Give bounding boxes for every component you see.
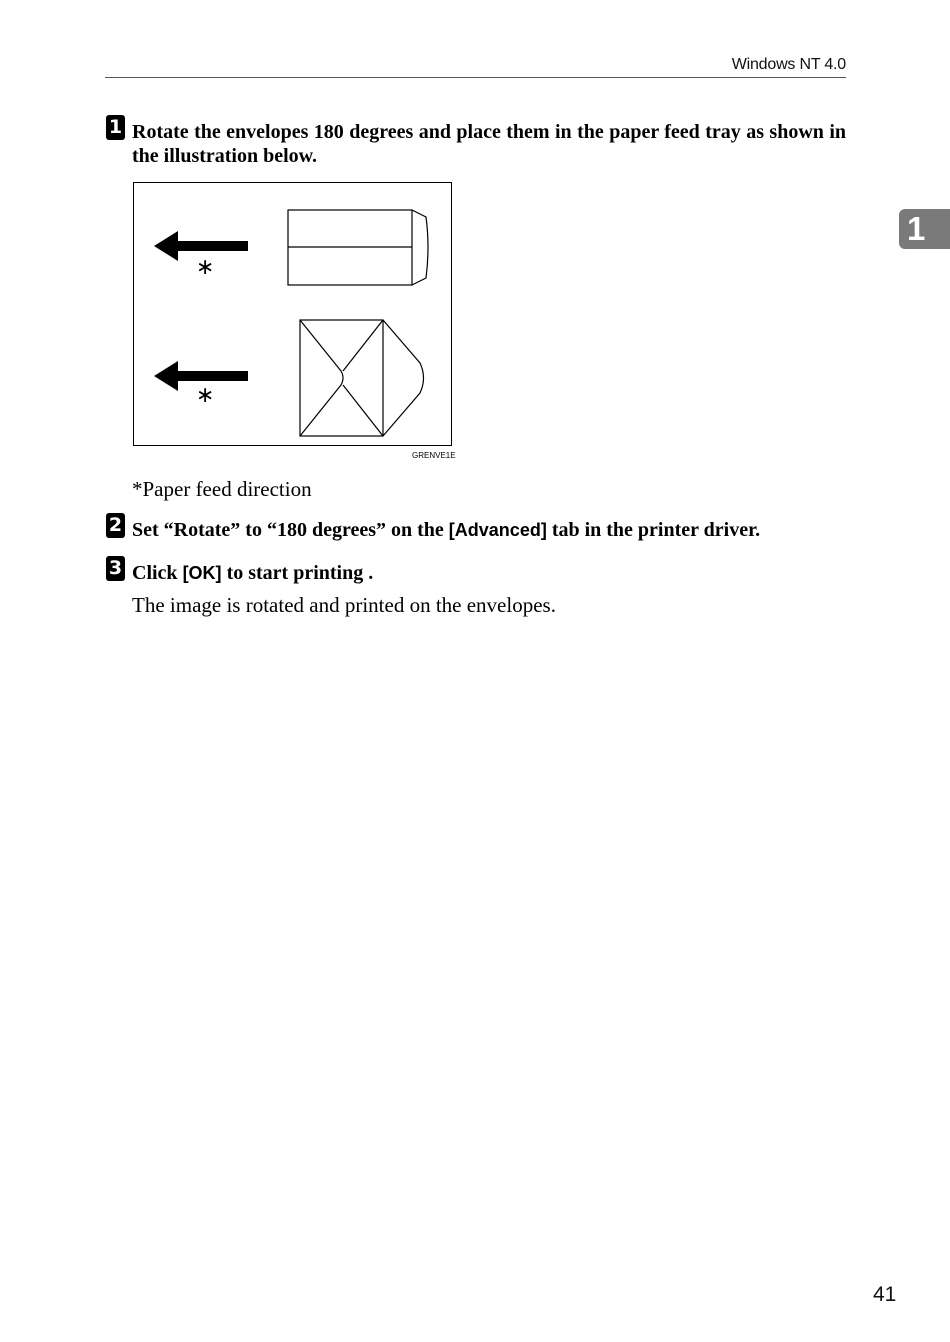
step-2-text-before: Set “Rotate” to “180 degrees” on the (132, 519, 449, 541)
envelope-orientation-illustration (133, 182, 452, 446)
step-2-number-badge: 2 (106, 513, 125, 538)
step-1-text: Rotate the envelopes 180 degrees and place them in the paper feed tray as shown in the illustration below. (132, 121, 846, 167)
step-1-number-badge: 1 (106, 115, 125, 140)
step-3-text-before: Click (132, 562, 183, 584)
step-3-result: The image is rotated and printed on the envelopes. (132, 593, 556, 617)
feed-direction-marker-bottom: ∗ (196, 383, 215, 408)
square-envelope-icon (300, 320, 424, 436)
chapter-tab: 1 (899, 209, 950, 249)
page-number: 41 (873, 1283, 897, 1306)
step-3-number-badge: 3 (106, 556, 125, 581)
advanced-tab-key: [Advanced] (448, 520, 547, 540)
running-header: Windows NT 4.0 (731, 56, 846, 73)
long-envelope-icon (288, 210, 428, 285)
header-divider (105, 77, 846, 78)
step-2-text-after: tab in the printer driver. (546, 519, 761, 541)
figure-note: *Paper feed direction (132, 477, 312, 501)
ok-button-key: [OK] (182, 563, 222, 583)
feed-direction-marker-top: ∗ (196, 255, 215, 280)
step-3-text-after: to start printing . (221, 562, 374, 584)
step-3-text (132, 561, 846, 585)
figure-code: GRENVE1E (412, 451, 456, 460)
step-2-text (132, 518, 846, 542)
